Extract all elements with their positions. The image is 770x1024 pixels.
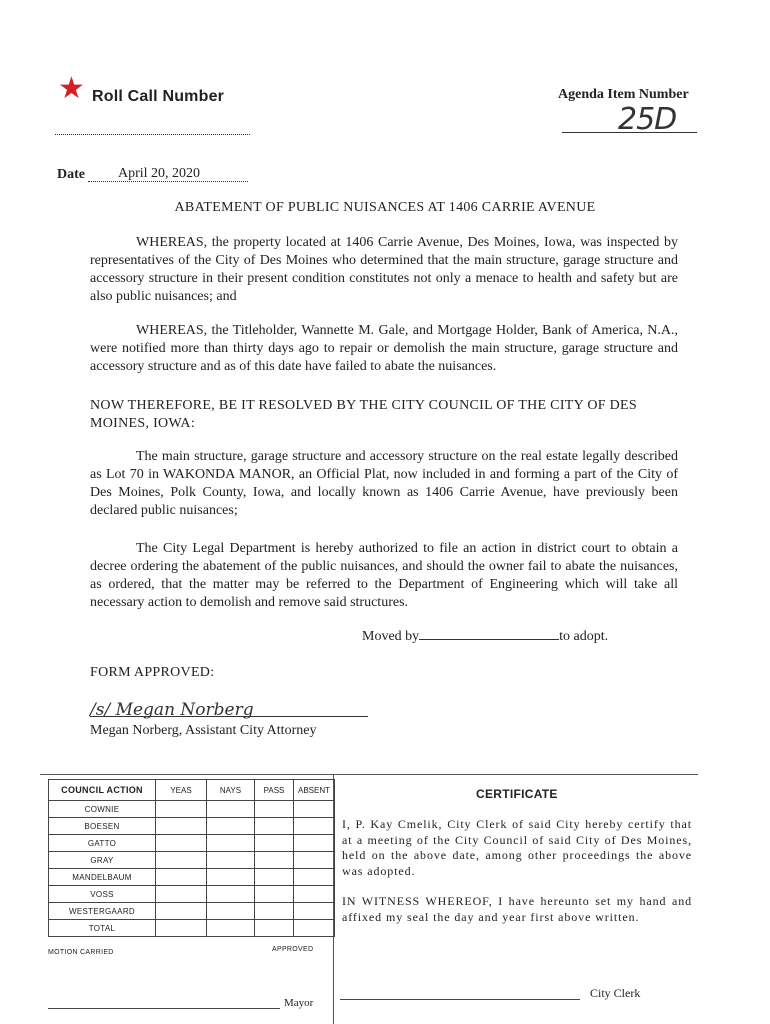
cell	[294, 835, 335, 852]
cell	[294, 852, 335, 869]
cell	[294, 869, 335, 886]
cell	[294, 886, 335, 903]
cell	[255, 869, 294, 886]
header-nays: NAYS	[207, 780, 255, 801]
mayor-label: Mayor	[284, 997, 314, 1009]
agenda-item-number: 25D	[618, 102, 677, 137]
header-yeas: YEAS	[156, 780, 207, 801]
cell	[255, 920, 294, 937]
cell	[255, 903, 294, 920]
table-row	[49, 801, 335, 818]
cell	[156, 886, 207, 903]
header-pass: PASS	[255, 780, 294, 801]
witness-text: IN WITNESS WHEREOF, I have hereunto set my hand and affixed my seal the day and year first above written.	[342, 894, 692, 924]
whereas-paragraph-1: WHEREAS, the property located at 1406 Carrie Avenue, Des Moines, Iowa, was inspected by representatives of the City of Des Moines who determined that the main structure, garage structure and accessory structure in their present condition constitutes not only a menace to health and safety but are also public nuisances; and	[90, 235, 678, 304]
cell	[207, 852, 255, 869]
document-title: ABATEMENT OF PUBLIC NUISANCES AT 1406 CARRIE AVENUE	[174, 200, 596, 215]
member-name: BOESEN	[49, 818, 156, 835]
table-row	[49, 886, 335, 903]
moved-by-label: Moved by	[362, 629, 420, 644]
member-name: GATTO	[49, 835, 156, 852]
signature: /s/ Megan Norberg	[90, 700, 254, 720]
approved-label: APPROVED	[272, 946, 314, 953]
moved-by-suffix: to adopt.	[559, 629, 609, 644]
resolved-clause: NOW THEREFORE, BE IT RESOLVED BY THE CITY COUNCIL OF THE CITY OF DES MOINES, IOWA:	[90, 398, 637, 431]
cell	[207, 818, 255, 835]
table-row	[49, 835, 335, 852]
cell	[156, 801, 207, 818]
cell	[156, 818, 207, 835]
table-row	[49, 869, 335, 886]
agenda-item-label: Agenda Item Number	[558, 87, 689, 102]
cell	[207, 920, 255, 937]
date-value: April 20, 2020	[118, 166, 201, 181]
header-absent: ABSENT	[294, 780, 335, 801]
table-row	[49, 920, 335, 937]
motion-carried-label: MOTION CARRIED	[48, 949, 114, 956]
cell	[255, 886, 294, 903]
agenda-item-line	[562, 132, 697, 133]
city-clerk-label: City Clerk	[590, 986, 641, 1000]
council-action-table	[48, 779, 335, 937]
star-icon: ★	[58, 72, 85, 105]
cell	[294, 920, 335, 937]
cell	[156, 835, 207, 852]
certificate-text: I, P. Kay Cmelik, City Clerk of said City hereby certify that at a meeting of the City Council of said City of Des Moines, held on the above date, among other proceedings the above was adopted.	[342, 817, 692, 878]
signer-name: Megan Norberg, Assistant City Attorney	[90, 723, 317, 738]
cell	[156, 903, 207, 920]
cell	[294, 801, 335, 818]
table-row	[49, 852, 335, 869]
cell	[294, 903, 335, 920]
member-name: COWNIE	[49, 801, 156, 818]
total-label: TOTAL	[49, 920, 156, 937]
moved-by-line	[362, 627, 608, 645]
clerk-signature-line	[340, 999, 580, 1000]
member-name: VOSS	[49, 886, 156, 903]
cell	[156, 869, 207, 886]
cell	[255, 852, 294, 869]
body-paragraph-1: The main structure, garage structure and accessory structure on the real estate legally described as Lot 70 in WAKONDA MANOR, an Official Plat, now included in and forming a part of the City of Des Moines, Polk County, Iowa, and locally known as 1406 Carrie Avenue, have previously been declared public nuisances;	[90, 449, 678, 518]
cell	[207, 903, 255, 920]
roll-call-label: Roll Call Number	[92, 88, 225, 105]
cell	[156, 852, 207, 869]
cell	[207, 869, 255, 886]
member-name: GRAY	[49, 852, 156, 869]
cell	[255, 801, 294, 818]
certificate-title: CERTIFICATE	[476, 787, 558, 801]
table-row	[49, 818, 335, 835]
roll-call-number-field	[55, 134, 250, 135]
table-header-row	[49, 780, 335, 801]
cell	[255, 818, 294, 835]
form-approved-label: FORM APPROVED:	[90, 665, 215, 680]
member-name: MANDELBAUM	[49, 869, 156, 886]
mayor-signature-line	[48, 1008, 280, 1009]
cell	[207, 886, 255, 903]
cell	[207, 835, 255, 852]
header-council-action: COUNCIL ACTION	[49, 780, 156, 801]
section-divider	[40, 774, 698, 775]
cell	[207, 801, 255, 818]
body-paragraph-2: The City Legal Department is hereby authorized to file an action in district court to obtain a decree ordering the abatement of the public nuisances, and should the owner fail to abate the nuisances, as ordered, that the matter may be referred to the Department of Engineering which will take all necessary action to demolish and remove said structures.	[90, 541, 678, 610]
whereas-paragraph-2: WHEREAS, the Titleholder, Wannette M. Gale, and Mortgage Holder, Bank of America, N.A., were notified more than thirty days ago to repair or demolish the main structure, garage structure and accessory structure and as of this date have failed to abate the nuisances.	[90, 323, 678, 374]
member-name: WESTERGAARD	[49, 903, 156, 920]
date-label: Date	[57, 167, 85, 182]
cell	[294, 818, 335, 835]
moved-by-blank	[419, 627, 559, 640]
table-row	[49, 903, 335, 920]
signature-line	[90, 716, 368, 717]
cell	[156, 920, 207, 937]
cell	[255, 835, 294, 852]
